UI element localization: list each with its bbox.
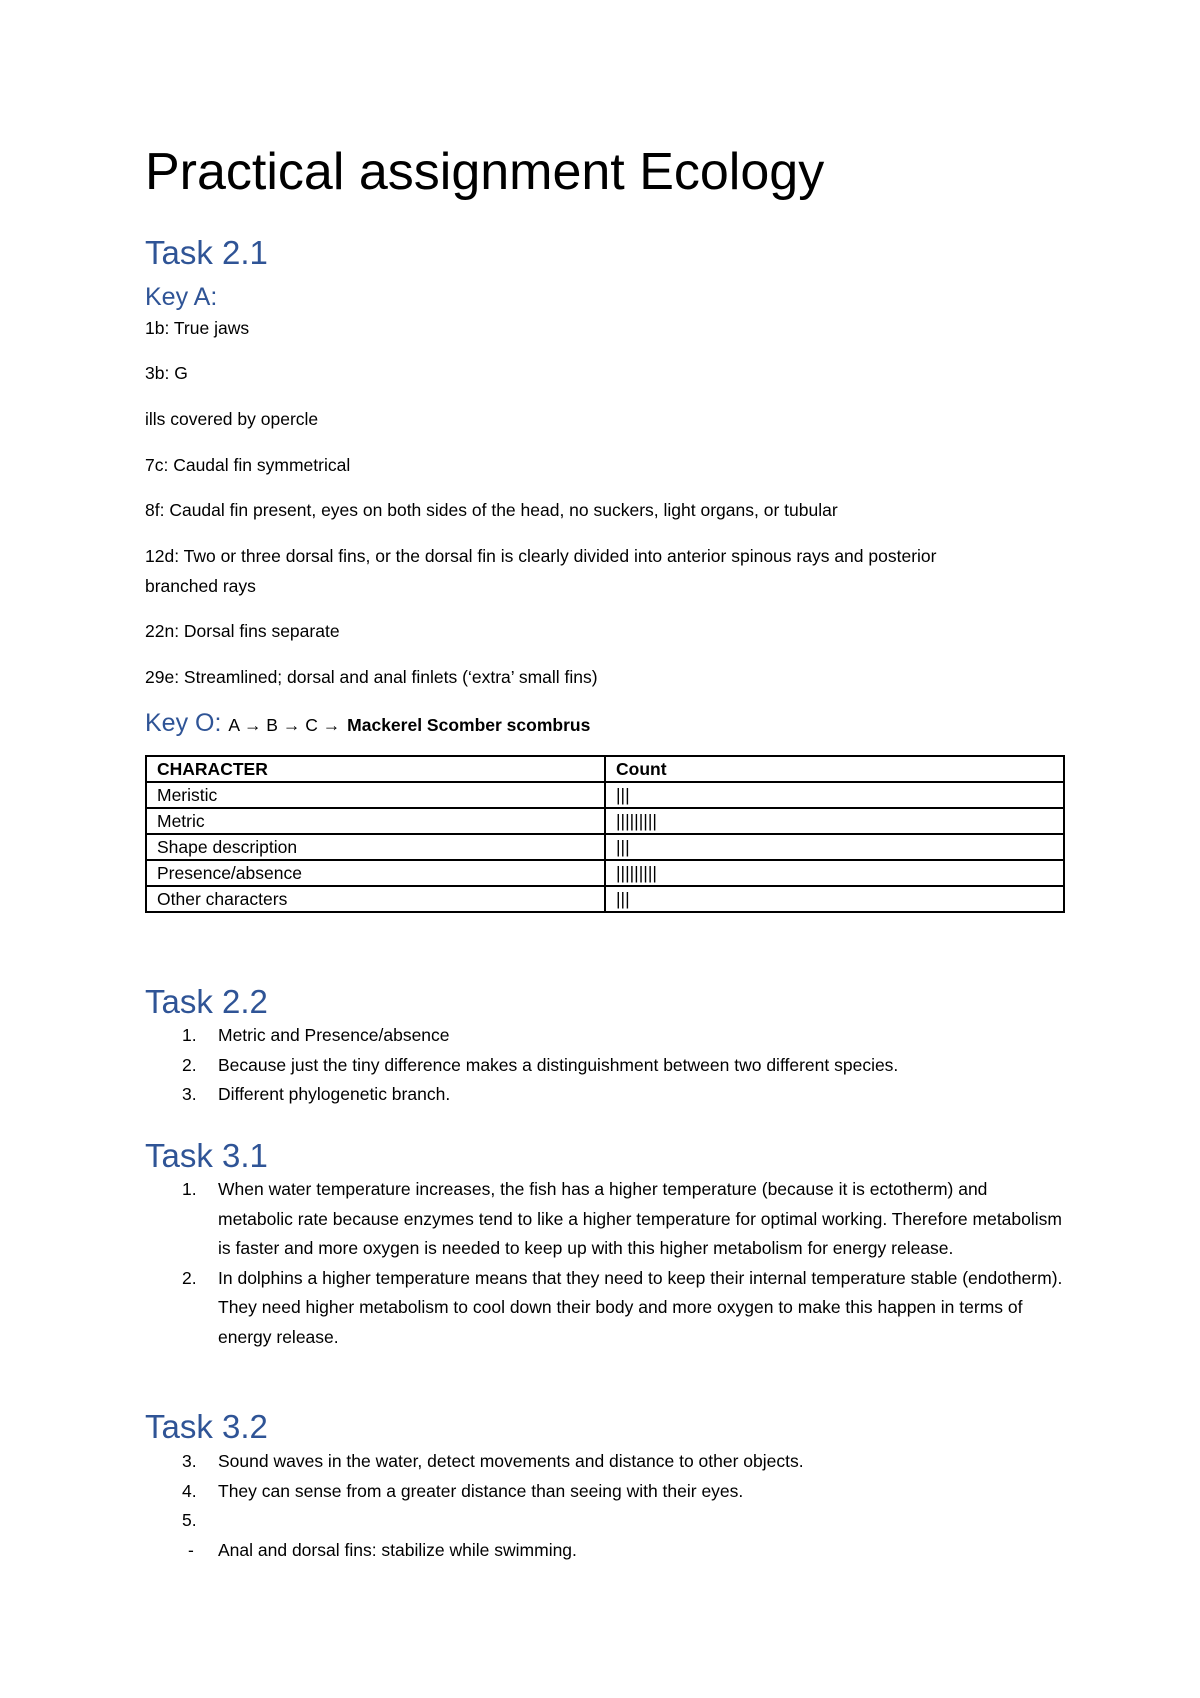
character-cell: Metric: [146, 808, 605, 834]
task-3-2-list: [145, 1447, 1065, 1536]
list-text: Different phylogenetic branch.: [218, 1084, 451, 1104]
count-cell: |||||||||: [605, 808, 1064, 834]
character-cell: Other characters: [146, 886, 605, 912]
list-text: They can sense from a greater distance than seeing with their eyes.: [218, 1480, 744, 1501]
list-item: [145, 1080, 1065, 1110]
key-a-line: ills covered by opercle: [145, 409, 319, 429]
key-a-line: 12d: Two or three dorsal fins, or the dorsal fin is clearly divided into anterior spinous rays and posterior branched rays: [145, 546, 937, 596]
task-3-1-list: [145, 1175, 1065, 1352]
list-number: 5.: [182, 1510, 197, 1530]
list-item: [145, 1477, 1065, 1507]
key-o-path: A → B → C →: [228, 715, 341, 735]
count-cell: |||: [605, 782, 1064, 808]
list-item: [145, 1175, 1065, 1264]
bullet-text: Anal and dorsal fins: stabilize while swimming.: [218, 1540, 577, 1560]
list-number: 3.: [182, 1451, 197, 1471]
count-cell: |||: [605, 886, 1064, 912]
count-cell: |||||||||: [605, 860, 1064, 886]
list-number: 2.: [182, 1054, 197, 1075]
list-text: Sound waves in the water, detect movements and distance to other objects.: [218, 1451, 804, 1471]
key-a-line: 22n: Dorsal fins separate: [145, 621, 340, 641]
list-text: Metric and Presence/absence: [218, 1025, 450, 1045]
key-a-line: 29e: Streamlined; dorsal and anal finlets (‘extra’ small fins): [145, 667, 598, 687]
bullet-dash: -: [188, 1540, 194, 1560]
list-number: 1.: [182, 1025, 197, 1045]
list-number: 1.: [182, 1179, 197, 1199]
table-row: [146, 834, 1064, 860]
task-2-2-heading: Task 2.2: [145, 983, 268, 1020]
task-2-1-heading: Task 2.1: [145, 234, 268, 271]
key-o-line: [145, 707, 590, 741]
list-item: [145, 1021, 1065, 1051]
character-cell: Meristic: [146, 782, 605, 808]
count-cell: |||: [605, 834, 1064, 860]
column-header: Count: [605, 756, 1064, 782]
key-a-line: 1b: True jaws: [145, 318, 250, 338]
key-a-line: 7c: Caudal fin symmetrical: [145, 455, 351, 475]
table-row: [146, 808, 1064, 834]
list-text: Because just the tiny difference makes a distinguishment between two different species.: [218, 1054, 899, 1075]
table-header-row: [146, 756, 1064, 782]
list-number: 4.: [182, 1480, 197, 1501]
list-text: When water temperature increases, the fish has a higher temperature (because it is ectotherm) and metabolic rate because enzymes tend to like a higher temperature for optimal working. Therefore metabolism is faster and more oxygen is needed to keep up with this higher metabolism for energy release.: [218, 1179, 1062, 1258]
list-text: In dolphins a higher temperature means that they need to keep their internal temperature stable (endotherm). They need higher metabolism to cool down their body and more oxygen to make this happen in terms of energy release.: [218, 1267, 1063, 1347]
table-row: [146, 782, 1064, 808]
character-cell: Shape description: [146, 834, 605, 860]
key-a-line: 8f: Caudal fin present, eyes on both sides of the head, no suckers, light organs, or tubular: [145, 500, 838, 520]
key-a-line: 3b: G: [145, 363, 188, 383]
table-row: [146, 860, 1064, 886]
task-3-1-heading: Task 3.1: [145, 1137, 268, 1174]
task-2-2-list: [145, 1021, 1065, 1110]
character-count-table: [145, 755, 1065, 913]
list-item: [145, 1447, 1065, 1477]
list-number: 2.: [182, 1267, 197, 1288]
document-title: Practical assignment Ecology: [145, 143, 825, 201]
list-number: 3.: [182, 1084, 197, 1104]
task-3-2-heading: Task 3.2: [145, 1408, 268, 1445]
key-o-result: Mackerel Scomber scombrus: [347, 715, 591, 735]
character-cell: Presence/absence: [146, 860, 605, 886]
list-item: [145, 1506, 1065, 1536]
list-item: [145, 1264, 1065, 1353]
column-header: CHARACTER: [146, 756, 605, 782]
list-item: [145, 1051, 1065, 1081]
table-row: [146, 886, 1064, 912]
key-o-heading: Key O:: [145, 709, 222, 737]
key-a-heading: Key A:: [145, 283, 218, 311]
